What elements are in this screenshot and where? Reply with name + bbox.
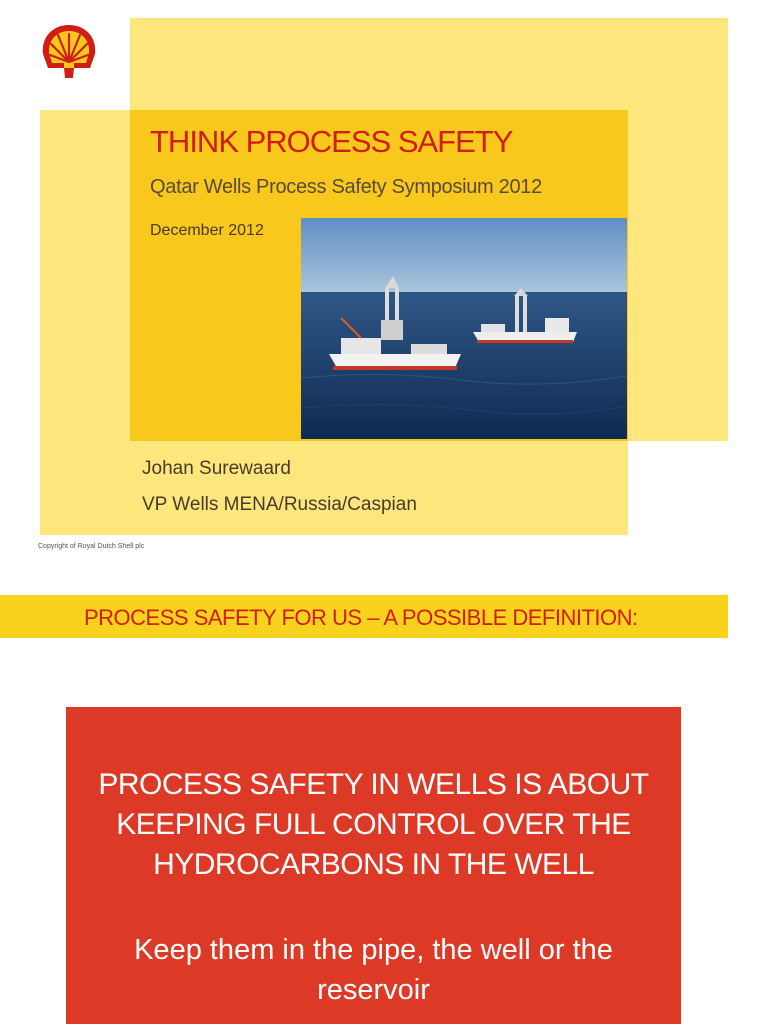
definition-keep-text xyxy=(66,930,681,1010)
statement-line: KEEPING FULL CONTROL OVER THE xyxy=(116,808,631,841)
statement-line: HYDROCARBONS IN THE WELL xyxy=(153,848,594,881)
definition-heading: PROCESS SAFETY FOR US – A POSSIBLE DEFINITION: xyxy=(84,605,638,630)
keep-line: reservoir xyxy=(317,974,430,1006)
offshore-drilling-ships-photo xyxy=(301,218,627,439)
slide-title: THINK PROCESS SAFETY xyxy=(150,124,513,159)
keep-line: Keep them in the pipe, the well or the xyxy=(134,934,613,966)
statement-line: PROCESS SAFETY IN WELLS IS ABOUT xyxy=(98,768,649,801)
presenter-role: VP Wells MENA/Russia/Caspian xyxy=(142,494,417,515)
slide-date: December 2012 xyxy=(150,222,264,239)
presenter-name: Johan Surewaard xyxy=(142,458,291,479)
slide-subtitle: Qatar Wells Process Safety Symposium 2012 xyxy=(150,176,542,198)
copyright-notice: Copyright of Royal Dutch Shell plc xyxy=(38,543,145,550)
shell-pecten-icon xyxy=(38,22,100,80)
definition-statement xyxy=(66,765,681,885)
